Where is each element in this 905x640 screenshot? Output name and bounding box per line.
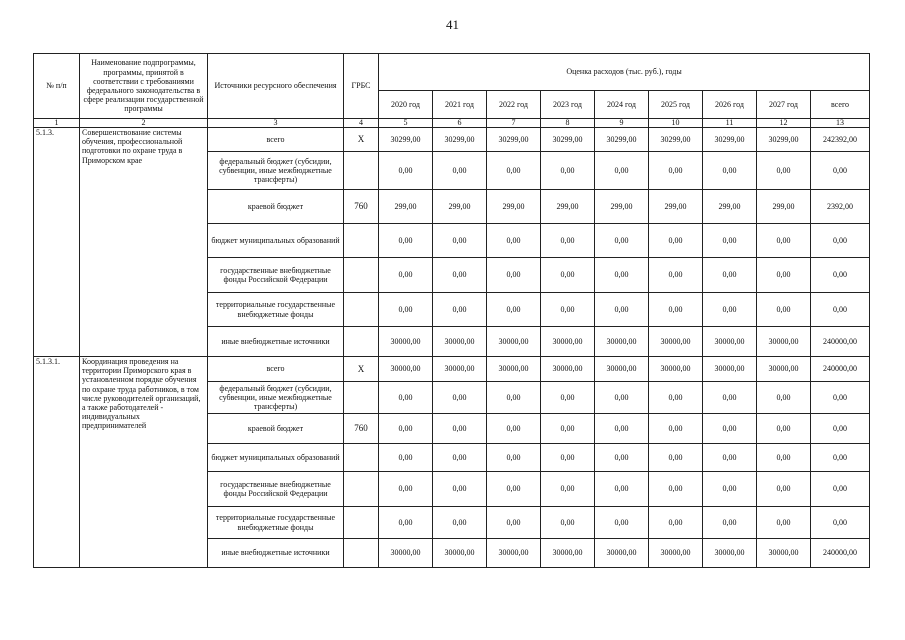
total-value: 0,00 bbox=[811, 507, 870, 539]
year-value: 0,00 bbox=[433, 258, 487, 293]
total-value: 240000,00 bbox=[811, 327, 870, 357]
table-row bbox=[34, 357, 870, 382]
total-value: 0,00 bbox=[811, 444, 870, 472]
total-value: 240000,00 bbox=[811, 357, 870, 382]
column-number: 11 bbox=[703, 119, 757, 128]
year-value: 30000,00 bbox=[703, 539, 757, 568]
year-value: 30000,00 bbox=[595, 357, 649, 382]
header-estimate: Оценка расходов (тыс. руб.), годы bbox=[379, 54, 870, 91]
year-value: 30000,00 bbox=[595, 327, 649, 357]
year-value: 0,00 bbox=[541, 382, 595, 414]
year-value: 0,00 bbox=[487, 444, 541, 472]
year-value: 0,00 bbox=[595, 152, 649, 190]
year-value: 0,00 bbox=[757, 507, 811, 539]
header-year: 2020 год bbox=[379, 91, 433, 119]
header-year: 2021 год bbox=[433, 91, 487, 119]
row-name: Совершенствование системы обучения, профессиональной подготовки по охране труда в Приморском крае bbox=[80, 128, 208, 357]
funding-source: иные внебюджетные источники bbox=[208, 327, 344, 357]
column-number: 4 bbox=[344, 119, 379, 128]
year-value: 30000,00 bbox=[757, 357, 811, 382]
funding-source: всего bbox=[208, 128, 344, 152]
column-number: 12 bbox=[757, 119, 811, 128]
header-name: Наименование подпрограммы, программы, принятой в соответствии с требованиями федерального законодательства в сфере реализации государственной программы bbox=[80, 54, 208, 119]
year-value: 0,00 bbox=[757, 224, 811, 258]
page-number: 41 bbox=[446, 17, 459, 32]
year-value: 30000,00 bbox=[703, 327, 757, 357]
year-value: 0,00 bbox=[703, 224, 757, 258]
year-value: 0,00 bbox=[487, 152, 541, 190]
funding-source: территориальные государственные внебюджетные фонды bbox=[208, 293, 344, 327]
total-value: 242392,00 bbox=[811, 128, 870, 152]
year-value: 30000,00 bbox=[379, 357, 433, 382]
year-value: 0,00 bbox=[379, 472, 433, 507]
year-value: 30000,00 bbox=[433, 327, 487, 357]
year-value: 30000,00 bbox=[757, 327, 811, 357]
grbs-code bbox=[344, 224, 379, 258]
total-value: 0,00 bbox=[811, 293, 870, 327]
year-value: 30000,00 bbox=[649, 357, 703, 382]
year-value: 0,00 bbox=[433, 507, 487, 539]
year-value: 0,00 bbox=[595, 414, 649, 444]
column-number: 8 bbox=[541, 119, 595, 128]
year-value: 0,00 bbox=[703, 152, 757, 190]
column-number-row bbox=[34, 119, 870, 128]
year-value: 0,00 bbox=[433, 414, 487, 444]
year-value: 30299,00 bbox=[703, 128, 757, 152]
grbs-code: 760 bbox=[344, 190, 379, 224]
budget-table bbox=[33, 53, 870, 568]
year-value: 0,00 bbox=[379, 444, 433, 472]
column-number: 9 bbox=[595, 119, 649, 128]
grbs-code bbox=[344, 539, 379, 568]
year-value: 0,00 bbox=[595, 258, 649, 293]
column-number: 1 bbox=[34, 119, 80, 128]
year-value: 0,00 bbox=[379, 258, 433, 293]
header-year: 2023 год bbox=[541, 91, 595, 119]
total-value: 0,00 bbox=[811, 224, 870, 258]
year-value: 0,00 bbox=[379, 414, 433, 444]
year-value: 0,00 bbox=[433, 382, 487, 414]
year-value: 0,00 bbox=[541, 444, 595, 472]
year-value: 0,00 bbox=[433, 224, 487, 258]
year-value: 30299,00 bbox=[649, 128, 703, 152]
year-value: 0,00 bbox=[487, 414, 541, 444]
year-value: 0,00 bbox=[487, 293, 541, 327]
year-value: 30000,00 bbox=[541, 327, 595, 357]
year-value: 0,00 bbox=[379, 224, 433, 258]
year-value: 0,00 bbox=[757, 444, 811, 472]
year-value: 0,00 bbox=[541, 152, 595, 190]
year-value: 0,00 bbox=[649, 414, 703, 444]
column-number: 3 bbox=[208, 119, 344, 128]
grbs-code bbox=[344, 472, 379, 507]
year-value: 0,00 bbox=[487, 382, 541, 414]
year-value: 30000,00 bbox=[757, 539, 811, 568]
year-value: 0,00 bbox=[595, 444, 649, 472]
grbs-code bbox=[344, 152, 379, 190]
year-value: 30000,00 bbox=[487, 327, 541, 357]
funding-source: краевой бюджет bbox=[208, 414, 344, 444]
year-value: 0,00 bbox=[703, 444, 757, 472]
year-value: 0,00 bbox=[703, 382, 757, 414]
total-value: 0,00 bbox=[811, 414, 870, 444]
funding-source: федеральный бюджет (субсидии, субвенции, иные межбюджетные трансферты) bbox=[208, 152, 344, 190]
year-value: 0,00 bbox=[649, 293, 703, 327]
column-number: 2 bbox=[80, 119, 208, 128]
column-number: 6 bbox=[433, 119, 487, 128]
year-value: 299,00 bbox=[595, 190, 649, 224]
year-value: 299,00 bbox=[757, 190, 811, 224]
funding-source: бюджет муниципальных образований bbox=[208, 444, 344, 472]
year-value: 0,00 bbox=[487, 507, 541, 539]
year-value: 0,00 bbox=[595, 382, 649, 414]
year-value: 0,00 bbox=[379, 152, 433, 190]
year-value: 30000,00 bbox=[487, 539, 541, 568]
header-source: Источники ресурсного обеспечения bbox=[208, 54, 344, 119]
funding-source: государственные внебюджетные фонды Российской Федерации bbox=[208, 472, 344, 507]
year-value: 30299,00 bbox=[487, 128, 541, 152]
year-value: 0,00 bbox=[541, 258, 595, 293]
year-value: 0,00 bbox=[703, 293, 757, 327]
row-code: 5.1.3.1. bbox=[34, 357, 80, 568]
header-year: 2022 год bbox=[487, 91, 541, 119]
year-value: 0,00 bbox=[649, 472, 703, 507]
header-row-top bbox=[34, 54, 870, 91]
table-body bbox=[34, 128, 870, 568]
grbs-code bbox=[344, 258, 379, 293]
column-number: 13 bbox=[811, 119, 870, 128]
column-number: 10 bbox=[649, 119, 703, 128]
year-value: 299,00 bbox=[541, 190, 595, 224]
year-value: 0,00 bbox=[649, 507, 703, 539]
total-value: 2392,00 bbox=[811, 190, 870, 224]
column-number: 5 bbox=[379, 119, 433, 128]
grbs-code bbox=[344, 382, 379, 414]
grbs-code bbox=[344, 327, 379, 357]
header-year: 2025 год bbox=[649, 91, 703, 119]
year-value: 299,00 bbox=[703, 190, 757, 224]
year-value: 0,00 bbox=[703, 472, 757, 507]
row-code: 5.1.3. bbox=[34, 128, 80, 357]
year-value: 0,00 bbox=[649, 152, 703, 190]
year-value: 299,00 bbox=[379, 190, 433, 224]
year-value: 0,00 bbox=[541, 224, 595, 258]
year-value: 0,00 bbox=[595, 472, 649, 507]
year-value: 0,00 bbox=[379, 382, 433, 414]
column-number: 7 bbox=[487, 119, 541, 128]
year-value: 30000,00 bbox=[379, 327, 433, 357]
year-value: 30299,00 bbox=[433, 128, 487, 152]
grbs-code: 760 bbox=[344, 414, 379, 444]
table-row bbox=[34, 128, 870, 152]
year-value: 0,00 bbox=[379, 507, 433, 539]
total-value: 240000,00 bbox=[811, 539, 870, 568]
year-value: 299,00 bbox=[433, 190, 487, 224]
year-value: 0,00 bbox=[541, 472, 595, 507]
year-value: 0,00 bbox=[703, 258, 757, 293]
year-value: 0,00 bbox=[541, 414, 595, 444]
year-value: 0,00 bbox=[379, 293, 433, 327]
grbs-code: X bbox=[344, 357, 379, 382]
funding-source: всего bbox=[208, 357, 344, 382]
year-value: 30000,00 bbox=[703, 357, 757, 382]
year-value: 0,00 bbox=[595, 293, 649, 327]
year-value: 0,00 bbox=[757, 293, 811, 327]
funding-source: территориальные государственные внебюджетные фонды bbox=[208, 507, 344, 539]
funding-source: государственные внебюджетные фонды Российской Федерации bbox=[208, 258, 344, 293]
year-value: 30299,00 bbox=[541, 128, 595, 152]
year-value: 30000,00 bbox=[649, 327, 703, 357]
year-value: 0,00 bbox=[649, 444, 703, 472]
header-year: 2024 год bbox=[595, 91, 649, 119]
year-value: 0,00 bbox=[595, 507, 649, 539]
year-value: 30299,00 bbox=[595, 128, 649, 152]
year-value: 0,00 bbox=[757, 152, 811, 190]
year-value: 0,00 bbox=[757, 472, 811, 507]
grbs-code: X bbox=[344, 128, 379, 152]
year-value: 30000,00 bbox=[379, 539, 433, 568]
year-value: 30299,00 bbox=[757, 128, 811, 152]
total-value: 0,00 bbox=[811, 382, 870, 414]
year-value: 0,00 bbox=[757, 258, 811, 293]
total-value: 0,00 bbox=[811, 258, 870, 293]
year-value: 299,00 bbox=[487, 190, 541, 224]
year-value: 30000,00 bbox=[595, 539, 649, 568]
year-value: 0,00 bbox=[433, 472, 487, 507]
header-year: 2026 год bbox=[703, 91, 757, 119]
year-value: 30000,00 bbox=[541, 357, 595, 382]
year-value: 30299,00 bbox=[379, 128, 433, 152]
year-value: 0,00 bbox=[757, 382, 811, 414]
year-value: 0,00 bbox=[649, 382, 703, 414]
year-value: 30000,00 bbox=[433, 539, 487, 568]
header-grbs: ГРБС bbox=[344, 54, 379, 119]
row-name: Координация проведения на территории Приморского края в установленном порядке обучения по охране труда работников, в том числе руководителей организаций, а также работодателей - индивидуальных предпринимателей bbox=[80, 357, 208, 568]
funding-source: бюджет муниципальных образований bbox=[208, 224, 344, 258]
year-value: 0,00 bbox=[541, 507, 595, 539]
grbs-code bbox=[344, 444, 379, 472]
funding-source: федеральный бюджет (субсидии, субвенции, иные межбюджетные трансферты) bbox=[208, 382, 344, 414]
header-number: № п/п bbox=[34, 54, 80, 119]
year-value: 0,00 bbox=[433, 444, 487, 472]
funding-source: краевой бюджет bbox=[208, 190, 344, 224]
year-value: 0,00 bbox=[649, 224, 703, 258]
year-value: 0,00 bbox=[487, 258, 541, 293]
total-value: 0,00 bbox=[811, 152, 870, 190]
year-value: 30000,00 bbox=[541, 539, 595, 568]
year-value: 0,00 bbox=[595, 224, 649, 258]
year-value: 30000,00 bbox=[649, 539, 703, 568]
year-value: 0,00 bbox=[433, 293, 487, 327]
total-value: 0,00 bbox=[811, 472, 870, 507]
year-value: 0,00 bbox=[757, 414, 811, 444]
header-total: всего bbox=[811, 91, 870, 119]
year-value: 0,00 bbox=[703, 414, 757, 444]
year-value: 299,00 bbox=[649, 190, 703, 224]
year-value: 0,00 bbox=[487, 472, 541, 507]
year-value: 0,00 bbox=[433, 152, 487, 190]
year-value: 0,00 bbox=[703, 507, 757, 539]
grbs-code bbox=[344, 507, 379, 539]
year-value: 30000,00 bbox=[433, 357, 487, 382]
funding-source: иные внебюджетные источники bbox=[208, 539, 344, 568]
year-value: 30000,00 bbox=[487, 357, 541, 382]
year-value: 0,00 bbox=[541, 293, 595, 327]
year-value: 0,00 bbox=[649, 258, 703, 293]
year-value: 0,00 bbox=[487, 224, 541, 258]
grbs-code bbox=[344, 293, 379, 327]
header-year: 2027 год bbox=[757, 91, 811, 119]
